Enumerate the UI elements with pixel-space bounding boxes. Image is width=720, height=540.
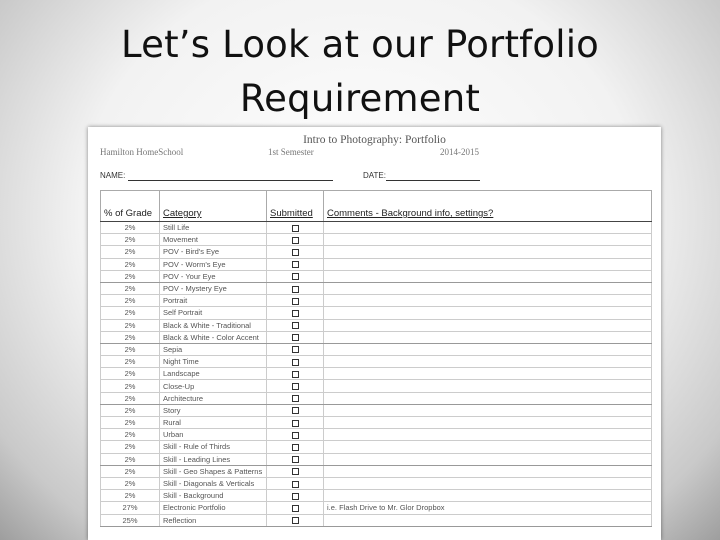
category-name: Black & White - Color Accent	[160, 331, 267, 343]
submitted-checkbox[interactable]	[292, 371, 299, 378]
submitted-checkbox[interactable]	[292, 432, 299, 439]
submitted-cell	[267, 270, 324, 282]
submitted-checkbox[interactable]	[292, 395, 299, 402]
submitted-checkbox[interactable]	[292, 359, 299, 366]
category-name: POV - Worm's Eye	[160, 258, 267, 270]
grade-percent: 25%	[101, 514, 160, 526]
column-header-grade-label: % of Grade	[104, 208, 153, 219]
grade-percent: 2%	[101, 343, 160, 355]
document-title: Intro to Photography: Portfolio	[303, 134, 446, 146]
category-name: Self Portrait	[160, 307, 267, 319]
portfolio-document	[88, 127, 661, 540]
table-row	[101, 465, 652, 477]
table-row	[101, 514, 652, 526]
grade-percent: 2%	[101, 282, 160, 294]
column-header-comments	[324, 191, 652, 222]
category-name: Urban	[160, 429, 267, 441]
column-header-comments-label: Comments - Background info, settings?	[327, 208, 494, 219]
submitted-cell	[267, 295, 324, 307]
table-row	[101, 222, 652, 234]
category-name: Story	[160, 404, 267, 416]
comment-cell	[324, 295, 652, 307]
grade-percent: 2%	[101, 429, 160, 441]
date-line	[386, 180, 480, 181]
submitted-checkbox[interactable]	[292, 407, 299, 414]
submitted-checkbox[interactable]	[292, 225, 299, 232]
column-header-submitted-label: Submitted	[270, 208, 313, 219]
comment-cell	[324, 490, 652, 502]
submitted-checkbox[interactable]	[292, 322, 299, 329]
comment-cell	[324, 477, 652, 489]
grade-percent: 2%	[101, 222, 160, 234]
submitted-checkbox[interactable]	[292, 481, 299, 488]
grade-percent: 2%	[101, 234, 160, 246]
category-name: Skill - Leading Lines	[160, 453, 267, 465]
category-name: Skill - Geo Shapes & Patterns	[160, 465, 267, 477]
submitted-checkbox[interactable]	[292, 444, 299, 451]
table-header-row	[101, 191, 652, 222]
submitted-checkbox[interactable]	[292, 249, 299, 256]
submitted-cell	[267, 282, 324, 294]
table-row	[101, 282, 652, 294]
grade-percent: 2%	[101, 246, 160, 258]
submitted-cell	[267, 441, 324, 453]
submitted-checkbox[interactable]	[292, 261, 299, 268]
grade-percent: 2%	[101, 417, 160, 429]
comment-cell	[324, 331, 652, 343]
table-row	[101, 429, 652, 441]
comment-cell	[324, 453, 652, 465]
category-name: Night Time	[160, 356, 267, 368]
table-row	[101, 307, 652, 319]
table-row	[101, 343, 652, 355]
column-header-category-label: Category	[163, 208, 202, 219]
comment-cell	[324, 514, 652, 526]
submitted-cell	[267, 490, 324, 502]
submitted-cell	[267, 477, 324, 489]
table-row	[101, 331, 652, 343]
category-name: Still Life	[160, 222, 267, 234]
submitted-cell	[267, 319, 324, 331]
table-row	[101, 356, 652, 368]
submitted-cell	[267, 343, 324, 355]
category-name: POV - Your Eye	[160, 270, 267, 282]
category-name: Architecture	[160, 392, 267, 404]
table-row	[101, 246, 652, 258]
table-row	[101, 502, 652, 514]
grade-percent: 2%	[101, 380, 160, 392]
submitted-cell	[267, 331, 324, 343]
grade-percent: 2%	[101, 307, 160, 319]
category-name: Close-Up	[160, 380, 267, 392]
slide-title-line-1: Let’s Look at our Portfolio	[120, 23, 600, 66]
submitted-checkbox[interactable]	[292, 468, 299, 475]
grade-percent: 2%	[101, 477, 160, 489]
submitted-cell	[267, 502, 324, 514]
submitted-checkbox[interactable]	[292, 237, 299, 244]
grade-percent: 2%	[101, 392, 160, 404]
grade-percent: 2%	[101, 319, 160, 331]
grade-percent: 2%	[101, 453, 160, 465]
category-name: POV - Bird's Eye	[160, 246, 267, 258]
comment-cell	[324, 307, 652, 319]
category-name: Skill - Background	[160, 490, 267, 502]
category-name: Landscape	[160, 368, 267, 380]
comment-cell	[324, 392, 652, 404]
submitted-cell	[267, 246, 324, 258]
category-name: Black & White - Traditional	[160, 319, 267, 331]
submitted-cell	[267, 417, 324, 429]
table-row	[101, 392, 652, 404]
table-row	[101, 234, 652, 246]
table-row	[101, 417, 652, 429]
category-name: Sepia	[160, 343, 267, 355]
comment-cell	[324, 356, 652, 368]
table-row	[101, 404, 652, 416]
submitted-checkbox[interactable]	[292, 346, 299, 353]
submitted-cell	[267, 392, 324, 404]
comment-cell	[324, 404, 652, 416]
submitted-cell	[267, 234, 324, 246]
grade-percent: 2%	[101, 490, 160, 502]
date-label: DATE:	[363, 171, 386, 180]
comment-cell	[324, 258, 652, 270]
comment-cell	[324, 465, 652, 477]
school-name: Hamilton HomeSchool	[100, 147, 184, 157]
comment-cell	[324, 270, 652, 282]
submitted-checkbox[interactable]	[292, 273, 299, 280]
category-name: Rural	[160, 417, 267, 429]
submitted-checkbox[interactable]	[292, 505, 299, 512]
table-row	[101, 453, 652, 465]
submitted-cell	[267, 404, 324, 416]
comment-cell	[324, 380, 652, 392]
requirements-table	[100, 190, 652, 527]
grade-percent: 2%	[101, 356, 160, 368]
column-header-category	[160, 191, 267, 222]
category-name: Movement	[160, 234, 267, 246]
table-row	[101, 477, 652, 489]
category-name: Skill - Rule of Thirds	[160, 441, 267, 453]
column-header-submitted	[267, 191, 324, 222]
comment-cell	[324, 222, 652, 234]
submitted-cell	[267, 453, 324, 465]
table-row	[101, 258, 652, 270]
name-label: NAME:	[100, 171, 126, 180]
grade-percent: 2%	[101, 465, 160, 477]
table-row	[101, 270, 652, 282]
submitted-cell	[267, 307, 324, 319]
submitted-cell	[267, 465, 324, 477]
comment-cell	[324, 417, 652, 429]
grade-percent: 2%	[101, 258, 160, 270]
submitted-cell	[267, 222, 324, 234]
comment-cell	[324, 282, 652, 294]
semester-label: 1st Semester	[268, 147, 314, 157]
submitted-checkbox[interactable]	[292, 310, 299, 317]
comment-cell	[324, 246, 652, 258]
grade-percent: 2%	[101, 270, 160, 282]
category-name: POV - Mystery Eye	[160, 282, 267, 294]
table-row	[101, 319, 652, 331]
category-name: Portrait	[160, 295, 267, 307]
submitted-cell	[267, 514, 324, 526]
table-row	[101, 490, 652, 502]
comment-cell	[324, 441, 652, 453]
comment-cell: i.e. Flash Drive to Mr. Glor Dropbox	[324, 502, 652, 514]
submitted-checkbox[interactable]	[292, 420, 299, 427]
submitted-checkbox[interactable]	[292, 517, 299, 524]
table-row	[101, 368, 652, 380]
slide-title	[0, 18, 720, 126]
table-row	[101, 295, 652, 307]
submitted-cell	[267, 356, 324, 368]
table-row	[101, 380, 652, 392]
submitted-checkbox[interactable]	[292, 456, 299, 463]
comment-cell	[324, 429, 652, 441]
submitted-checkbox[interactable]	[292, 334, 299, 341]
submitted-checkbox[interactable]	[292, 286, 299, 293]
grade-percent: 2%	[101, 331, 160, 343]
grade-percent: 2%	[101, 441, 160, 453]
submitted-cell	[267, 429, 324, 441]
submitted-cell	[267, 368, 324, 380]
submitted-checkbox[interactable]	[292, 298, 299, 305]
slide-title-line-2: Requirement	[239, 77, 481, 120]
comment-cell	[324, 234, 652, 246]
category-name: Reflection	[160, 514, 267, 526]
submitted-checkbox[interactable]	[292, 383, 299, 390]
comment-cell	[324, 368, 652, 380]
grade-percent: 27%	[101, 502, 160, 514]
comment-cell	[324, 343, 652, 355]
school-year: 2014-2015	[440, 147, 479, 157]
table-row	[101, 441, 652, 453]
category-name: Skill - Diagonals & Verticals	[160, 477, 267, 489]
submitted-cell	[267, 380, 324, 392]
grade-percent: 2%	[101, 295, 160, 307]
name-line	[128, 180, 333, 181]
grade-percent: 2%	[101, 368, 160, 380]
submitted-checkbox[interactable]	[292, 493, 299, 500]
category-name: Electronic Portfolio	[160, 502, 267, 514]
grade-percent: 2%	[101, 404, 160, 416]
comment-cell	[324, 319, 652, 331]
column-header-grade	[101, 191, 160, 222]
submitted-cell	[267, 258, 324, 270]
